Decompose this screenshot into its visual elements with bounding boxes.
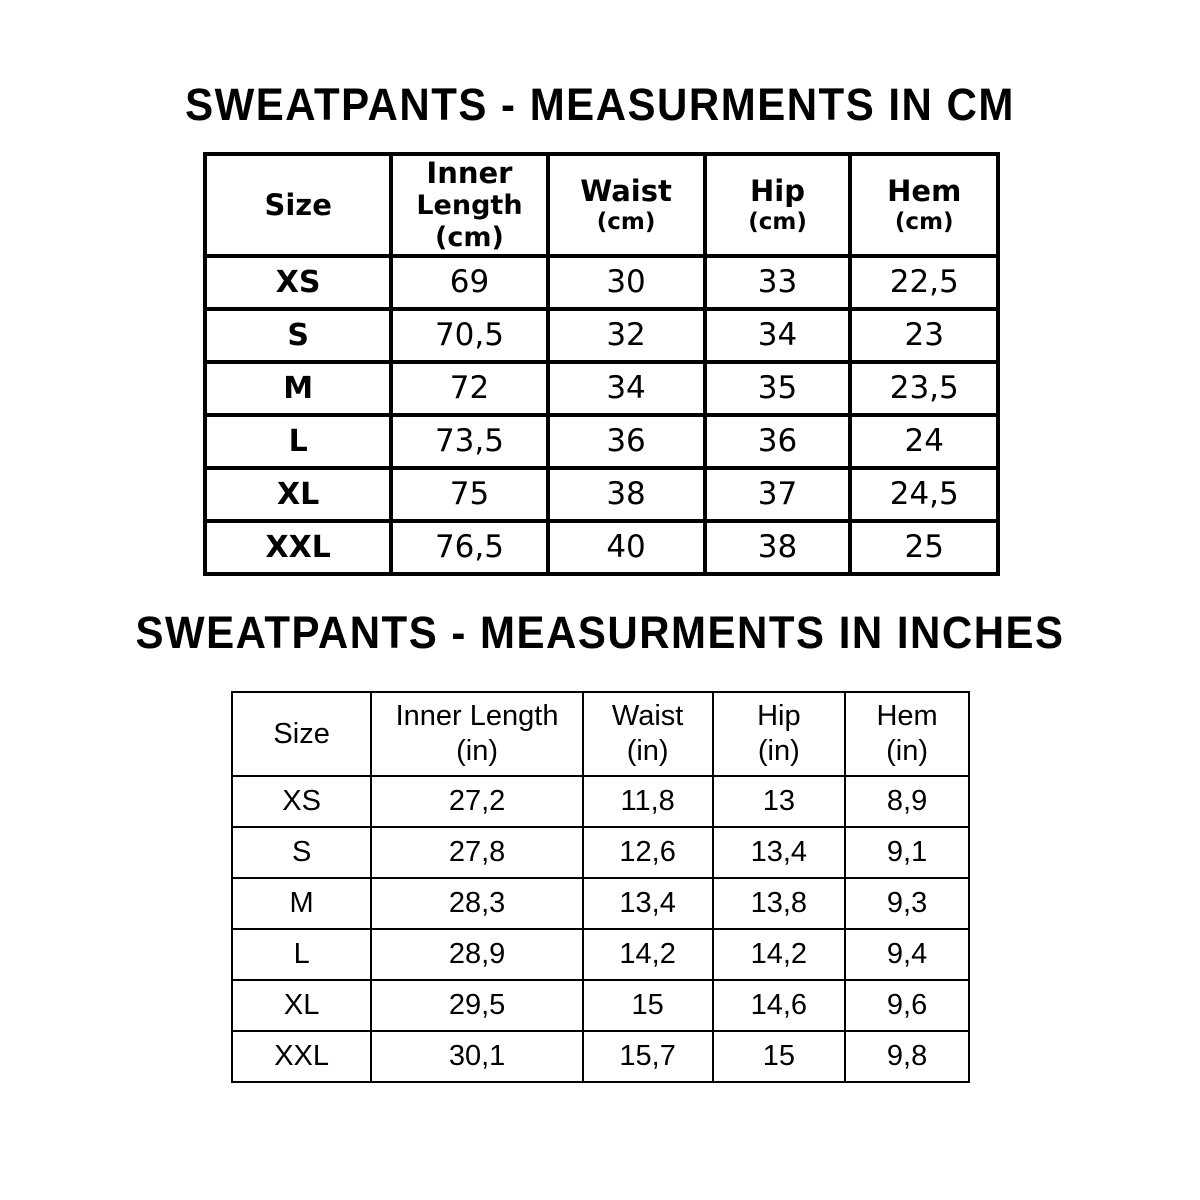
- column-header-unit: (in): [456, 735, 498, 767]
- cm-header-waist: [548, 154, 705, 256]
- size-cell: S: [205, 309, 391, 362]
- table-row-xl: [205, 468, 998, 521]
- value-cell: 13,8: [713, 878, 846, 929]
- value-cell: 72: [391, 362, 547, 415]
- value-cell: 14,2: [713, 929, 846, 980]
- size-cell: XL: [232, 980, 371, 1031]
- inch-header-inner-length: [371, 692, 583, 776]
- size-cell: XXL: [205, 521, 391, 574]
- cm-header-hip: [705, 154, 851, 256]
- table-row-m: [205, 362, 998, 415]
- value-cell: 13,4: [713, 827, 846, 878]
- table-row-xl: [232, 980, 969, 1031]
- value-cell: 33: [705, 256, 851, 309]
- value-cell: 75: [391, 468, 547, 521]
- table-row-s: [232, 827, 969, 878]
- size-cell: XS: [205, 256, 391, 309]
- value-cell: 27,8: [371, 827, 583, 878]
- value-cell: 30: [548, 256, 705, 309]
- value-cell: 29,5: [371, 980, 583, 1031]
- column-header-label: Hip: [757, 700, 801, 733]
- table-row-xxl: [205, 521, 998, 574]
- table-row-s: [205, 309, 998, 362]
- value-cell: 24,5: [850, 468, 998, 521]
- value-cell: 76,5: [391, 521, 547, 574]
- table-row-xs: [232, 776, 969, 827]
- value-cell: 13,4: [583, 878, 713, 929]
- value-cell: 9,6: [845, 980, 969, 1031]
- table-row-xxl: [232, 1031, 969, 1082]
- column-header-label: Waist: [611, 700, 684, 733]
- column-header-unit: (in): [626, 735, 669, 767]
- size-cell: XS: [232, 776, 371, 827]
- table-row-xs: [205, 256, 998, 309]
- value-cell: 36: [548, 415, 705, 468]
- value-cell: 30,1: [371, 1031, 583, 1082]
- value-cell: 27,2: [371, 776, 583, 827]
- value-cell: 12,6: [583, 827, 713, 878]
- value-cell: 11,8: [583, 776, 713, 827]
- inch-header-hip: [713, 692, 846, 776]
- value-cell: 28,9: [371, 929, 583, 980]
- size-cell: L: [232, 929, 371, 980]
- column-header-label: Inner Length: [395, 700, 559, 733]
- inch-size-table: [231, 691, 970, 1083]
- value-cell: 28,3: [371, 878, 583, 929]
- value-cell: 38: [705, 521, 851, 574]
- value-cell: 37: [705, 468, 851, 521]
- column-header-label: Hem: [887, 174, 962, 209]
- value-cell: 22,5: [850, 256, 998, 309]
- column-header-unit: (cm): [894, 208, 954, 235]
- value-cell: 9,8: [845, 1031, 969, 1082]
- value-cell: 34: [548, 362, 705, 415]
- value-cell: 34: [705, 309, 851, 362]
- value-cell: 25: [850, 521, 998, 574]
- column-header-unit: Length (cm): [416, 190, 523, 254]
- size-cell: M: [205, 362, 391, 415]
- value-cell: 32: [548, 309, 705, 362]
- column-header-label: Hip: [750, 174, 805, 209]
- inch-header-waist: [583, 692, 713, 776]
- cm-size-table: [203, 152, 1000, 576]
- column-header-unit: (in): [757, 735, 800, 767]
- table-row-m: [232, 878, 969, 929]
- size-cell: L: [205, 415, 391, 468]
- column-header-label: Waist: [580, 174, 672, 209]
- inch-header-hem: [845, 692, 969, 776]
- column-header-unit: (cm): [748, 208, 807, 235]
- cm-table-header-row: [205, 154, 998, 256]
- column-header-unit: (in): [886, 735, 929, 767]
- column-header-label: Size: [264, 187, 332, 222]
- value-cell: 23: [850, 309, 998, 362]
- size-cell: M: [232, 878, 371, 929]
- column-header-label: Inner: [426, 156, 513, 190]
- inch-chart-title: SWEATPANTS - MEASURMENTS IN INCHES: [135, 607, 1065, 658]
- value-cell: 9,3: [845, 878, 969, 929]
- value-cell: 14,6: [713, 980, 846, 1031]
- cm-header-inner-length: [391, 154, 547, 256]
- value-cell: 73,5: [391, 415, 547, 468]
- table-row-l: [232, 929, 969, 980]
- value-cell: 69: [391, 256, 547, 309]
- size-cell: S: [232, 827, 371, 878]
- value-cell: 70,5: [391, 309, 547, 362]
- inch-header-size: [232, 692, 371, 776]
- table-row-l: [205, 415, 998, 468]
- value-cell: 40: [548, 521, 705, 574]
- size-cell: XL: [205, 468, 391, 521]
- cm-header-size: [205, 154, 391, 256]
- value-cell: 15,7: [583, 1031, 713, 1082]
- inch-table-header-row: [232, 692, 969, 776]
- column-header-label: Size: [273, 717, 330, 750]
- cm-header-hem: [850, 154, 998, 256]
- cm-chart-title: SWEATPANTS - MEASURMENTS IN CM: [185, 79, 1015, 130]
- column-header-unit: (cm): [596, 208, 656, 235]
- column-header-label: Hem: [876, 700, 938, 733]
- size-cell: XXL: [232, 1031, 371, 1082]
- value-cell: 9,1: [845, 827, 969, 878]
- value-cell: 8,9: [845, 776, 969, 827]
- value-cell: 15: [583, 980, 713, 1031]
- value-cell: 35: [705, 362, 851, 415]
- value-cell: 36: [705, 415, 851, 468]
- value-cell: 15: [713, 1031, 846, 1082]
- value-cell: 13: [713, 776, 846, 827]
- value-cell: 24: [850, 415, 998, 468]
- value-cell: 23,5: [850, 362, 998, 415]
- value-cell: 38: [548, 468, 705, 521]
- value-cell: 14,2: [583, 929, 713, 980]
- value-cell: 9,4: [845, 929, 969, 980]
